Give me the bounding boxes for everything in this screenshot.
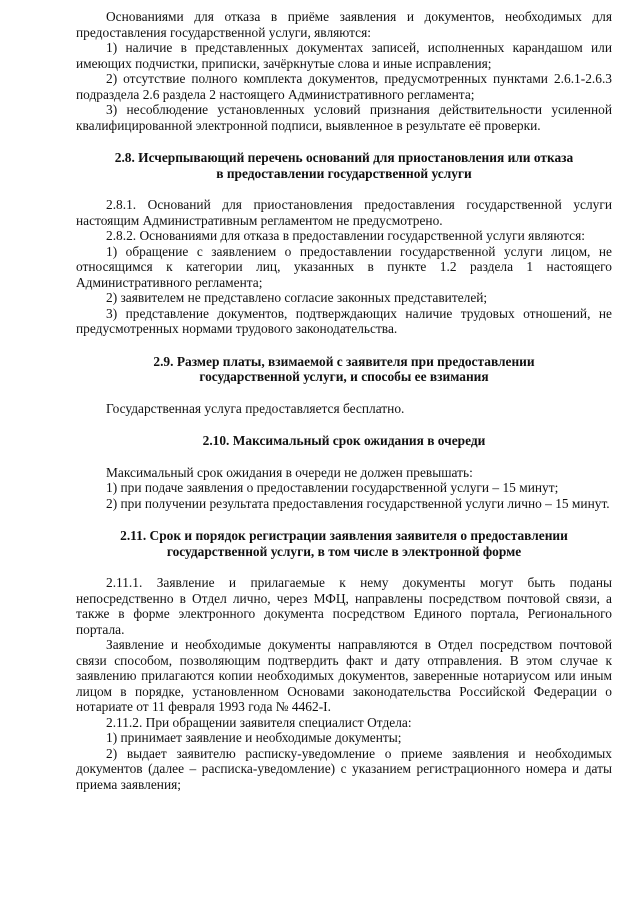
paragraph: 1) при подаче заявления о предоставлении государственной услуги – 15 минут; [106, 480, 559, 495]
section-heading [76, 354, 612, 385]
paragraph: 1) принимает заявление и необходимые документы; [106, 730, 402, 745]
paragraph: Заявление и необходимые документы направляются в Отдел посредством почтовой связи способом, позволяющим подтвердить факт и дату отправления. В этом случае к заявлению прилагаются копии необходимых документов, заверенные нотариусом или иным лицом в порядке, установленном Основами законодательства Российской Федерации о нотариате от 11 февраля 1993 года № 4462-I. [76, 637, 612, 714]
section-heading-line: 2.8. Исчерпывающий перечень оснований для приостановления или отказа [114, 150, 574, 165]
paragraph: 2.11.2. При обращении заявителя специалист Отдела: [106, 714, 412, 730]
paragraph: Государственная услуга предоставляется бесплатно. [106, 400, 405, 416]
spacer [76, 337, 612, 354]
paragraph: 2.11.1. Заявление и прилагаемые к нему документы могут быть поданы непосредственно в Отдел лично, через МФЦ, направлены посредством почтовой связи, а также в форме электронного документа посредством Единого портала, Регионального портала. [76, 575, 612, 637]
spacer [76, 181, 612, 197]
section-heading-line: 2.9. Размер платы, взимаемой с заявителя при предоставлении [153, 353, 535, 369]
section-heading-line: в предоставлении государственной услуги [216, 165, 472, 181]
section-heading-line: 2.11. Срок и порядок регистрации заявления заявителя о предоставлении [120, 528, 568, 543]
paragraph: Максимальный срок ожидания в очереди не должен превышать: [106, 464, 473, 480]
spacer [76, 449, 612, 465]
section-heading [76, 150, 612, 181]
paragraph: 1) наличие в представленных документах записей, исполненных карандашом или имеющих подчистки, приписки, зачёркнутые слова и иные исправления; [76, 40, 612, 71]
section-heading [76, 528, 612, 559]
paragraph: 2) отсутствие полного комплекта документов, предусмотренных пунктами 2.6.1-2.6.3 подраздела 2.6 раздела 2 настоящего Административного регламента; [76, 71, 612, 102]
spacer [76, 385, 612, 401]
paragraph: 3) представление документов, подтверждающих наличие трудовых отношений, не предусмотренных нормами трудового законодательства. [76, 305, 612, 336]
spacer [76, 511, 612, 528]
spacer [76, 559, 612, 575]
spacer [76, 416, 612, 433]
section-heading-line: государственной услуги, в том числе в электронной форме [166, 543, 522, 559]
section-heading-line: государственной услуги, и способы ее взимания [199, 369, 489, 384]
section-heading [76, 433, 612, 449]
spacer [76, 133, 612, 150]
paragraph: 2) заявителем не представлено согласие законных представителей; [106, 290, 488, 305]
paragraph: 2.8.1. Оснований для приостановления предоставления государственной услуги настоящим Административным регламентом не предусмотрено. [76, 197, 612, 228]
paragraph: 2) выдает заявителю расписку-уведомление о приеме заявления и необходимых документов (далее – расписка-уведомление) с указанием регистрационного номера и даты приема заявления; [76, 745, 612, 792]
paragraph: 3) несоблюдение установленных условий признания действительности усиленной квалифицированной электронной подписи, выявленное в результате её проверки. [76, 102, 612, 133]
paragraph: Основаниями для отказа в приёме заявления и документов, необходимых для предоставления государственной услуги, являются: [76, 9, 612, 40]
section-heading-line: 2.10. Максимальный срок ожидания в очереди [202, 433, 486, 448]
paragraph: 1) обращение с заявлением о предоставлении государственной услуги лицом, не относящимся к категории лиц, указанных в пункте 1.2 раздела 1 настоящего Административного регламента; [76, 243, 612, 290]
paragraph: 2.8.2. Основаниями для отказа в предоставлении государственной услуги являются: [106, 228, 585, 243]
paragraph: 2) при получении результата предоставления государственной услуги лично – 15 минут. [106, 495, 610, 511]
